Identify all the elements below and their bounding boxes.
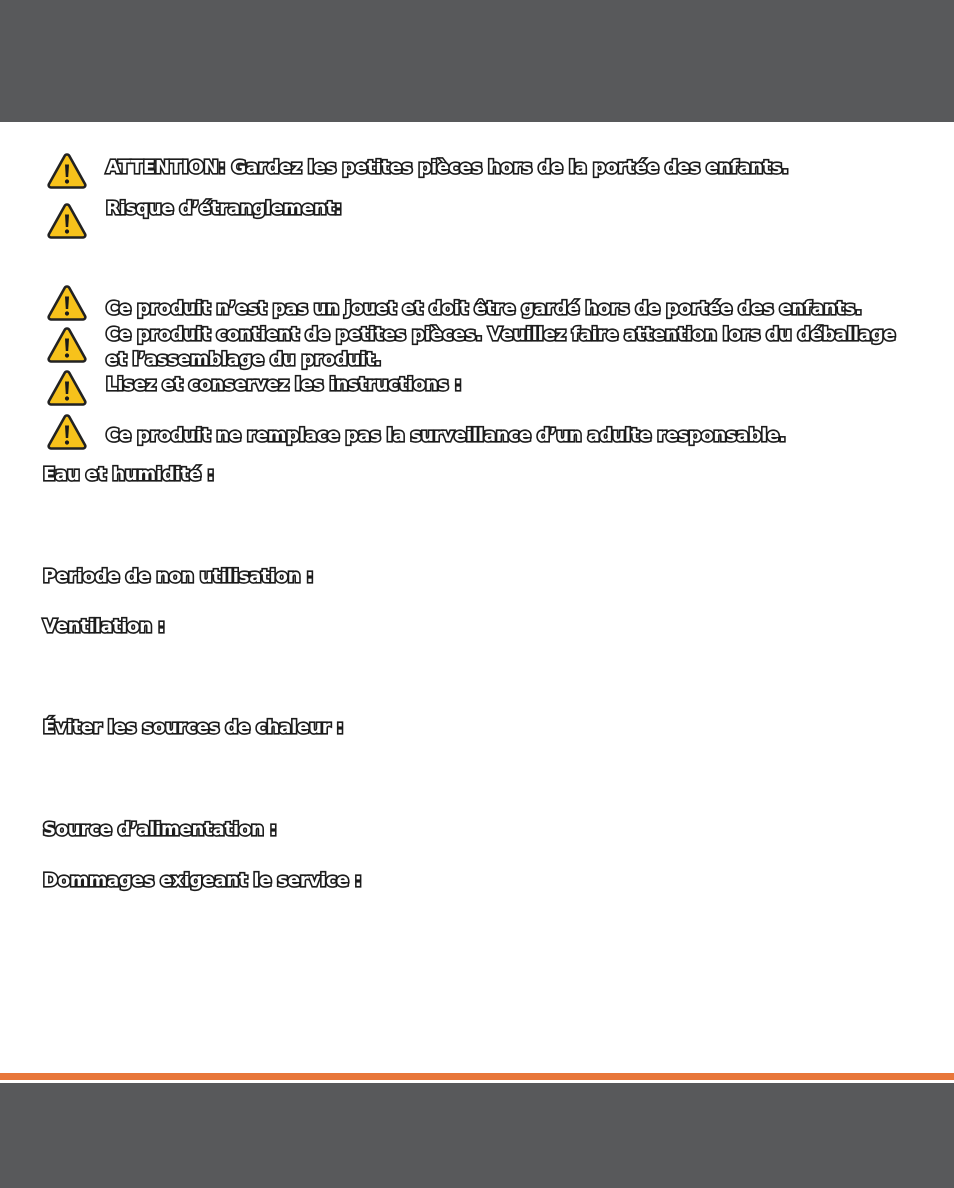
- instructions-warning: Lisez et conservez les instructions :: [106, 374, 462, 395]
- warning-triangle-icon: [47, 152, 87, 189]
- warning-triangle-icon: [47, 284, 87, 321]
- attention-warning: ATTENTION: Gardez les petites pièces hors de la portée des enfants.: [106, 157, 789, 178]
- not-a-toy-warning: Ce produit n’est pas un jouet et doit être gardé hors de portée des enfants.: [106, 298, 862, 319]
- damage-heading: Dommages exigeant le service :: [43, 870, 362, 891]
- warning-triangle-icon: [47, 369, 87, 406]
- supervision-warning: Ce produit ne remplace pas la surveillance d’un adulte responsable.: [106, 425, 786, 446]
- ventilation-heading: Ventilation :: [43, 616, 165, 637]
- footer-accent-line: [0, 1073, 954, 1080]
- heat-heading: Éviter les sources de chaleur :: [43, 717, 344, 738]
- small-parts-warning-line1: Ce produit contient de petites pièces. Veuillez faire attention lors du déballage: [106, 324, 896, 345]
- small-parts-warning-line2: et l’assemblage du produit.: [106, 349, 382, 370]
- header-band: [0, 0, 954, 122]
- non-use-heading: Periode de non utilisation :: [43, 566, 314, 587]
- footer-band: [0, 1083, 954, 1188]
- warning-triangle-icon: [47, 202, 87, 239]
- strangulation-warning: Risque d’étranglement:: [106, 198, 342, 219]
- power-heading: Source d’alimentation :: [43, 819, 277, 840]
- warning-triangle-icon: [47, 326, 87, 363]
- water-heading: Eau et humidité :: [43, 464, 215, 485]
- warning-triangle-icon: [47, 413, 87, 450]
